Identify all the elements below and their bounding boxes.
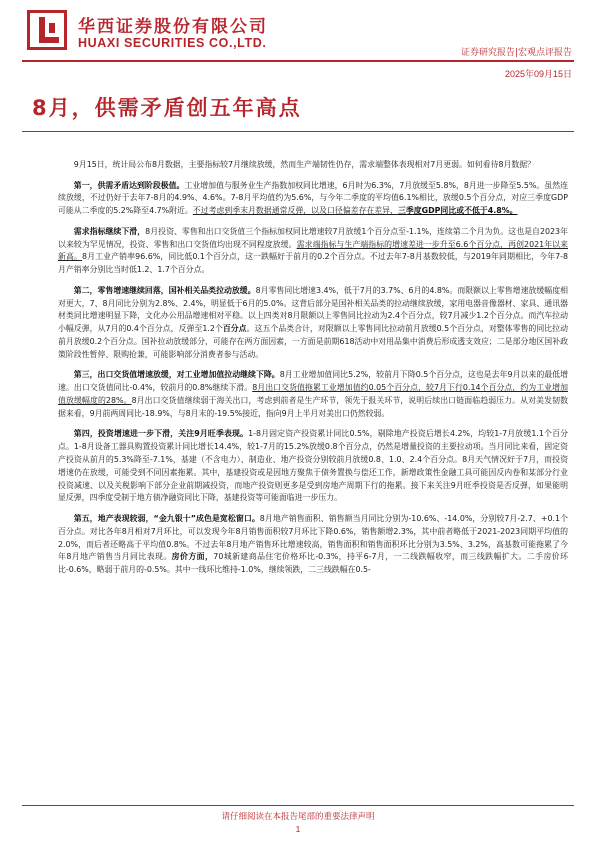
title-divider (22, 131, 574, 132)
page-number: 1 (295, 824, 301, 834)
paragraph-lead: 第五，地产表现较弱，“金九银十”成色是宽松窗口。 (73, 513, 260, 523)
paragraph-investment: 第四，投资增速进一步下滑，关注9月旺季表现。1-8月固定资产投资累计同比0.5%，剔除地产投资后增长4.2%，均较1-7月放缓1.1个百分点。1-8月设备工器具购置投资累计同比增长14.4%，较1-7月的15.2%放缓0.8个百分点，仍然是增量投资的主要拉动项。当月同比来看，固定资产投资从前月的5.3%降至-7.1%，基建（不含电力）、制造业、地产投资分别较前月放缓0.8、1.0、2.4个百分点。8月天气情况好于7月，而投资增速仍在放缓，可能受到不同因素拖累。其中，基建投资或是因地方聚焦于债务置换与偿还工作，新增政策性金融工具可能因反内卷和某部分行业投资减速、以及关税影响下部分企业前期减投资，而地产投资则更多是受到房地产周期下行的拖累。接下来关注9月旺季投资是否反弹，如果能明显反弹，四季度受制于地方债净融资同比下降，基建投资等可能面临进一步压力。 (58, 429, 569, 503)
paragraph-property: 第五，地产表现较弱，“金九银十”成色是宽松窗口。8月地产销售面积、销售额当月同比分别为-10.6%、-14.0%，分别较7月-2.7、+0.1个百分点。对比各年8月相对7月环比，可以发现今年8月销售面积较7月环比下降0.6%，销售额增2.3%，其中前者略低于2021-2023同期平均值的2.0%，而后者还略高于平均值0.8%。不过去年8月地产销售环比增速较高，销售面积和销售面积环比分别为3.5%、3.2%，高基数可能拖累了今年8月地产销售当月同比表现。房价方面，70城新建商品住宅价格环比-0.3%，持平6-7月，一二线跌幅收窄，而三线跌幅扩大。二手房价环比-0.6%，略弱于前月的-0.5%。其中一线环比维持-1.0%，继续领跌，二三线跌幅在0.5- (58, 513, 568, 575)
paragraph-lead: 第四，投资增速进一步下滑，关注9月旺季表现。 (73, 429, 249, 439)
paragraph-retail: 第二，零售增速继续回落，国补相关品类拉动放缓。8月零售同比增速3.4%，低于7月的3.7%、6月的4.8%。而限额以上零售增速放缓幅度相对更大，7、8月同比分别为2.8%、2.4%，明显低于6月的5.0%。这背后部分是国补相关品类的拉动继续放缓，家用电器音像器材、家具、通讯器材类同比增速明显下降，文化办公用品增速相对平稳。以上四类对8月限额以上零售同比拉动为2.4个百分点，较7月减少1.2个百分点。而汽车拉动小幅反弹，从7月的0.4个百分点，反弹至1.2个百分点。这五个品类合计，对限额以上零售同比拉动前月放缓0.5个百分点，对整体零售的同比拉动前月放缓0.2个百分点。国补拉动放缓部分，可能存在两方面因素，一方面是前期618活动中对用品集中消费后形成透支效应；二是部分地区国补政策阶段性暂停、限购抢兼，可能影响部分消费者参与活动。 (58, 285, 568, 359)
paragraph-lead: 第二，零售增速继续回落，国补相关品类拉动放缓。 (73, 285, 256, 295)
company-logo (27, 10, 67, 50)
intro-paragraph: 9月15日，统计局公布8月数据，主要指标较7月继续放缓，然而生产端韧性仍存，需求端整体表现相对7月更弱。如何看待8月数据？ (73, 160, 536, 169)
paragraph-lead: 第三，出口交货值增速放缓，对工业增加值拉动继续下降。 (73, 370, 280, 380)
legal-disclaimer: 请仔细阅读在本报告尾部的重要法律声明 (221, 812, 375, 822)
paragraph-exports: 第三，出口交货值增速放缓，对工业增加值拉动继续下降。8月工业增加值同比5.2%，较前月下降0.5个百分点，这也是去年9月以来的最低增速。出口交货值同比-0.4%，较前月的0.8%继续下滑。8月出口交货值拖累工业增加值约0.05个百分点，较7月下行0.14个百分点，约为工业增加值放缓幅度的28%。8月出口交货值继续弱于海关出口，考虑到前者是生产环节，领先于报关环节，说明后续出口链面临趋弱压力。从对美发韧数据来看，9月前两周同比-18.9%，与8月末的-19.5%接近，指向9月上半月对美出口仍然较弱。 (58, 370, 568, 418)
report-body (58, 159, 568, 585)
report-date: 2025年09月15日 (504, 69, 572, 79)
company-name-cn: 华西证券股份有限公司 (78, 17, 268, 37)
paragraph-lead: 第一，供需矛盾达到阶段极值。 (73, 180, 185, 190)
report-title: 8月，供需矛盾创五年高点 (32, 96, 302, 120)
header-divider (22, 60, 574, 62)
paragraph-supply-demand: 第一，供需矛盾达到阶段极值。工业增加值与服务业生产指数加权同比增速，6月时为6.3%，7月放缓至5.8%，8月进一步降至5.5%。虽然连续放缓，不过仍好于去年7-8月的4.9%、4.6%。7-8月平均值约为5.6%，与今年二季度的平均值6.1%相比，放缓0.5个百分点，对应三季度GDP可能从二季度的5.2%降至4.7%附近。不过考虑到季末月数据通常反弹，以及口径偏差存在差异，三季度GDP同比或不低于4.8%。 (58, 180, 568, 216)
footer-divider (22, 805, 574, 806)
paragraph-lead: 需求指标继续下滑， (73, 226, 146, 236)
report-type: 证券研究报告|宏观点评报告 (460, 48, 572, 58)
paragraph-demand-decline: 需求指标继续下滑，8月投资、零售和出口交货值三个指标加权同比增速较7月放缓1个百分点至-1.1%，连续第二个月为负。这也是自2023年以来较为罕见情况，投资、零售和出口交货值均出现不同程度放缓。需求端指标与生产端指标的增速差进一步升至6.6个百分点，再创2021年以来新高。8月工业产销率96.6%，同比低0.1个百分点，这一跌幅好于前月的0.2个百分点。不过去年7-8月基数较低，与2019年同期相比，今年7-8月产销率分别比当时低1.2、1.7个百分点。 (58, 226, 568, 275)
company-name-en: HUAXI SECURITIES CO.,LTD. (78, 36, 267, 50)
